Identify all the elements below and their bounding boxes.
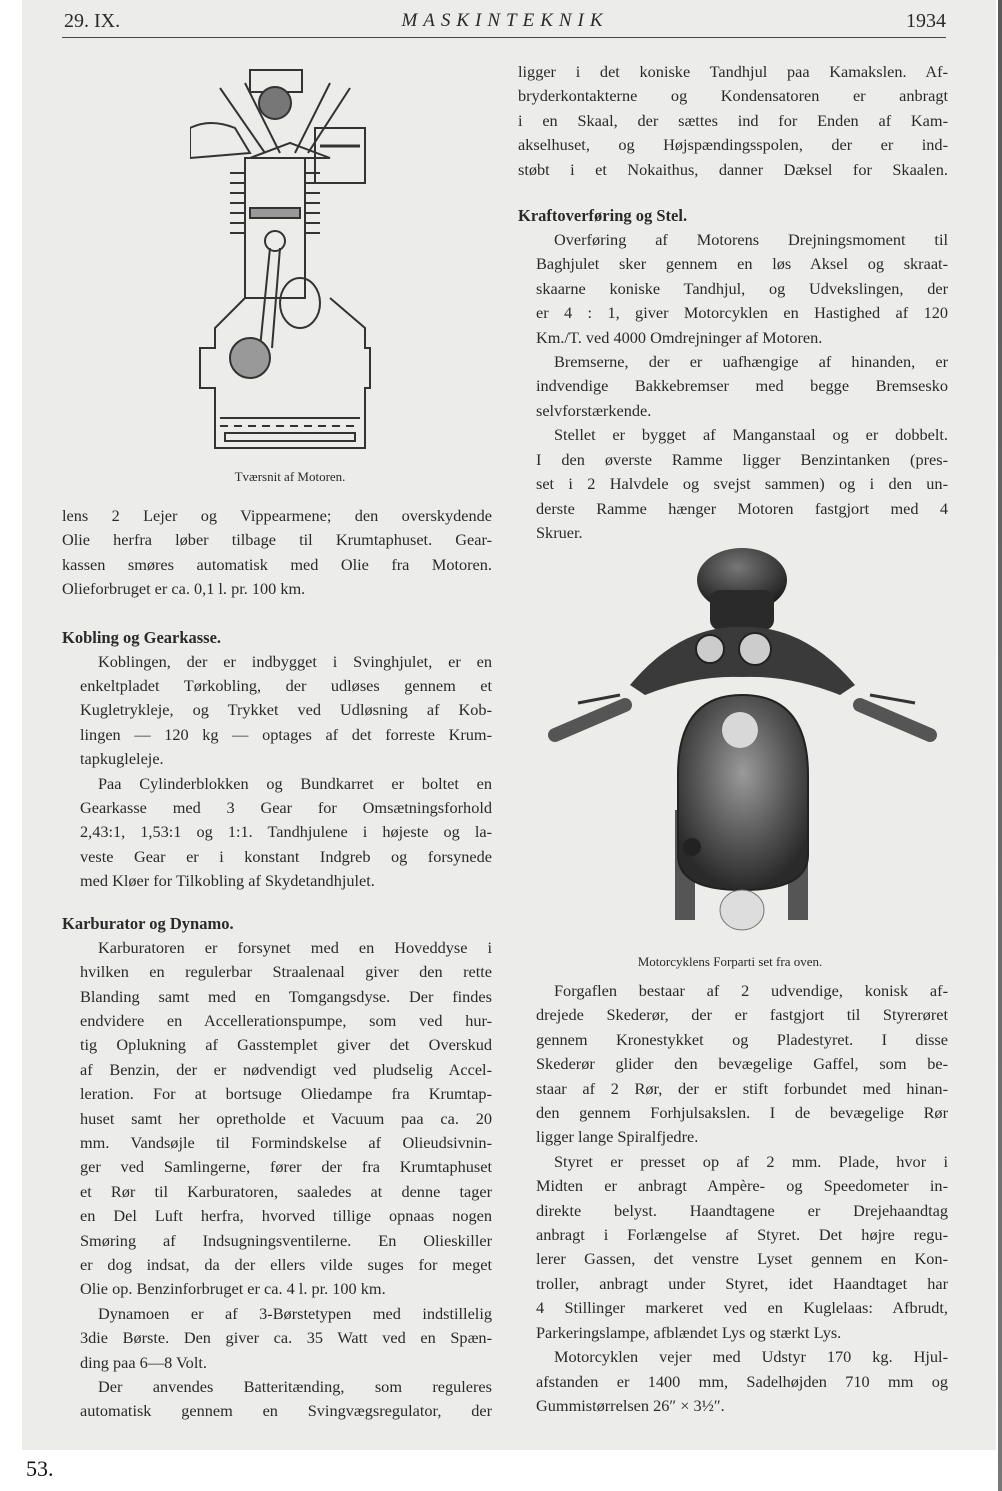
text-line: mm. Vandsøjle til Formindskelse af Olieudsivnin- xyxy=(80,1132,492,1152)
text-line: huset samt her opretholde et Vacuum paa ca. 20 xyxy=(80,1108,492,1128)
scan-edge-shadow xyxy=(998,0,1002,1491)
text-line: automatisk gennem en Svingvægsregulator, der xyxy=(80,1401,492,1421)
text-line: set i 2 Halvdele og svejst sammen) og i den un- xyxy=(536,474,948,494)
text-line: derste Ramme hænger Motoren fastgjort med 4 xyxy=(536,498,948,518)
text-line: Skederør glider den bevægelige Gaffel, som be- xyxy=(536,1054,948,1074)
section-heading-kobling: Kobling og Gearkasse. xyxy=(62,627,222,647)
text-line: drejede Skederør, der er fastgjort til Styrerøret xyxy=(536,1005,948,1025)
text-line: indvendige Bakkebremser med begge Bremsesko xyxy=(536,376,948,396)
text-line: bryderkontakterne og Kondensatoren er anbragt xyxy=(518,86,948,106)
paragraph xyxy=(62,772,492,894)
text-line: 2,43:1, 1,53:1 og 1:1. Tandhjulene i højeste og la- xyxy=(80,822,492,842)
paragraph xyxy=(62,936,492,1302)
text-line: er 4 : 1, giver Motorcyklen en Hastighed af 120 xyxy=(536,303,948,323)
paragraph xyxy=(62,650,492,772)
paragraph xyxy=(518,979,948,1150)
text-line: er dog indsat, da der ellers vilde suges for meget xyxy=(80,1254,492,1274)
paragraph xyxy=(518,350,948,423)
text-line: 4 Stillinger markeret ved en Kuglelaas: Afbrudt, xyxy=(536,1298,948,1318)
text-line: Olieforbruget er ca. 0,1 l. pr. 100 km. xyxy=(62,579,306,599)
motorcycle-front-view-icon xyxy=(530,545,950,945)
text-line: anbragt i Forlængelse af Styret. Det højre regu- xyxy=(536,1225,948,1245)
paragraph-intro-left xyxy=(62,504,492,602)
paragraph xyxy=(518,1150,948,1345)
motorcycle-figure-caption: Motorcyklens Forparti set fra oven. xyxy=(637,954,823,969)
text-line: lingen — 120 kg — optages af det forreste Krum- xyxy=(80,724,492,744)
text-line: ding paa 6—8 Volt. xyxy=(80,1352,207,1372)
text-line: ger ved Samlingerne, fører der fra Krumtaphuset xyxy=(80,1157,492,1177)
text-line: Motorcyklen vejer med Udstyr 170 kg. Hjul- xyxy=(554,1347,948,1367)
text-line: lerer Gassen, det venstre Lyset gennem en Kon- xyxy=(536,1249,948,1269)
paragraph xyxy=(62,1302,492,1375)
text-line: afstanden er 1400 mm, Sadelhøjden 710 mm og xyxy=(536,1371,948,1391)
text-line: Dynamoen er af 3-Børstetypen med indstillelig xyxy=(98,1303,492,1323)
text-line: akselhuset, og Højspændingsspolen, der er ind- xyxy=(518,135,948,155)
text-line: Parkeringslampe, afblændet Lys og stærkt Lys. xyxy=(536,1322,842,1342)
text-line: skaarne koniske Tandhjul, og Udvekslingen, der xyxy=(536,278,948,298)
page-number: 53. xyxy=(26,1456,54,1481)
text-line: I den øverste Ramme ligger Benzintanken (pres- xyxy=(536,449,948,469)
paragraph xyxy=(518,228,948,350)
text-line: Olie herfra løber tilbage til Krumtaphuset. Gear- xyxy=(62,530,492,550)
engine-figure-caption: Tværsnit af Motoren. xyxy=(234,469,346,484)
text-line: hvilken en regulerbar Straalenaal giver den rette xyxy=(80,962,492,982)
text-line: Karburatoren er forsynet med en Hoveddyse i xyxy=(98,937,492,957)
section-heading-karburator: Karburator og Dynamo. xyxy=(62,913,234,933)
text-line: direkte belyst. Haandtagene er Drejehaandtag xyxy=(536,1200,948,1220)
text-line: med Kløer for Tilkobling af Skydetandhjulet. xyxy=(80,871,375,891)
right-column xyxy=(518,60,948,545)
paragraph-intro-right xyxy=(518,60,948,182)
text-line: lens 2 Lejer og Vippearmene; den overskydende xyxy=(62,506,492,525)
paragraph xyxy=(62,1375,492,1424)
text-line: Kugletrykleje, og Trykket ved Udløsning af Kob- xyxy=(80,700,492,720)
header-rule xyxy=(62,37,946,38)
text-line: staar af 2 Rør, der er stift forbundet med hinan- xyxy=(536,1078,948,1098)
text-line: Paa Cylinderblokken og Bundkarret er boltet en xyxy=(98,773,492,793)
text-line: veste Gear er i konstant Indgreb og forsynede xyxy=(80,846,492,866)
text-line: troller, anbragt under Styret, idet Haandtaget har xyxy=(536,1273,948,1293)
engine-cross-section-icon xyxy=(190,58,390,458)
text-line: endvidere en Accellerationspumpe, som ved hur- xyxy=(80,1010,492,1030)
text-line: gennem Kronestykket og Pladestyret. I disse xyxy=(536,1029,948,1049)
text-line: Styret er presset op af 2 mm. Plade, hvor i xyxy=(554,1151,948,1171)
text-line: Stellet er bygget af Manganstaal og er dobbelt. xyxy=(554,425,948,445)
text-line: Overføring af Motorens Drejningsmoment til xyxy=(554,230,948,250)
text-line: Bremserne, der er uafhængige af hinanden, er xyxy=(554,352,948,372)
text-line: støbt i et Nokaithus, danner Dæksel for Skaalen. xyxy=(518,159,948,179)
text-line: kassen smøres automatisk med Olie fra Motoren. xyxy=(62,554,492,574)
text-line: Olie op. Benzinforbruget er ca. 4 l. pr. 100 km. xyxy=(80,1279,386,1299)
engine-figure xyxy=(190,58,390,484)
text-line: 3die Børste. Den giver ca. 35 Watt ved en Spæn- xyxy=(80,1328,492,1348)
section-heading-kraft: Kraftoverføring og Stel. xyxy=(518,206,688,226)
text-line: et Rør til Karburatoren, saaledes at denne tager xyxy=(80,1181,492,1201)
paragraph xyxy=(518,1345,948,1418)
text-line: Blanding samt med en Tomgangsdyse. Der findes xyxy=(80,986,492,1006)
issue-date: 29. IX. xyxy=(64,10,121,32)
text-line: Koblingen, der er indbygget i Svinghjulet, er en xyxy=(98,651,492,671)
text-line: selvforstærkende. xyxy=(536,400,652,420)
year: 1934 xyxy=(906,10,946,32)
text-line: en Del Luft herfra, hvorved tillige opnaas nogen xyxy=(80,1206,492,1226)
text-line: leration. For at bortsuge Oliedampe fra Krumtap- xyxy=(80,1084,492,1104)
paragraph xyxy=(518,423,948,545)
right-column-continued xyxy=(518,979,948,1418)
text-line: ligger lange Spiralfjedre. xyxy=(536,1127,699,1147)
text-line: Der anvendes Batteritænding, som reguleres xyxy=(98,1377,492,1396)
text-line: tapkugleleje. xyxy=(80,749,164,769)
text-line: tig Oplukning af Gasstemplet giver det Overskud xyxy=(80,1035,492,1055)
text-line: Skruer. xyxy=(536,522,583,542)
left-column xyxy=(62,504,492,1424)
text-line: Baghjulet sker gennem en løs Aksel og skraat- xyxy=(536,254,948,274)
text-line: Gummistørrelsen 26″ × 3½″. xyxy=(536,1395,725,1415)
motorcycle-figure xyxy=(530,545,950,975)
text-line: af Benzin, der er nødvendigt ved pludselig Accel- xyxy=(80,1059,492,1079)
text-line: Smøring af Indsugningsventilerne. En Olieskiller xyxy=(80,1230,492,1250)
text-line: Forgaflen bestaar af 2 udvendige, konisk af- xyxy=(554,981,948,1000)
journal-title: MASKINTEKNIK xyxy=(401,10,609,31)
text-line: den gennem Forhjulsakslen. I de bevægelige Rør xyxy=(536,1103,948,1123)
text-line: Gearkasse med 3 Gear for Omsætningsforhold xyxy=(80,798,492,818)
text-line: Midten er anbragt Ampère- og Speedometer in- xyxy=(536,1176,948,1196)
running-header xyxy=(64,8,946,34)
text-line: ligger i det koniske Tandhjul paa Kamakslen. Af- xyxy=(518,62,948,81)
text-line: Km./T. ved 4000 Omdrejninger af Motoren. xyxy=(536,327,823,347)
text-line: enkeltpladet Tørkobling, der udløses gennem et xyxy=(80,676,492,696)
text-line: i en Skaal, der sættes ind for Enden af Kam- xyxy=(518,110,948,130)
